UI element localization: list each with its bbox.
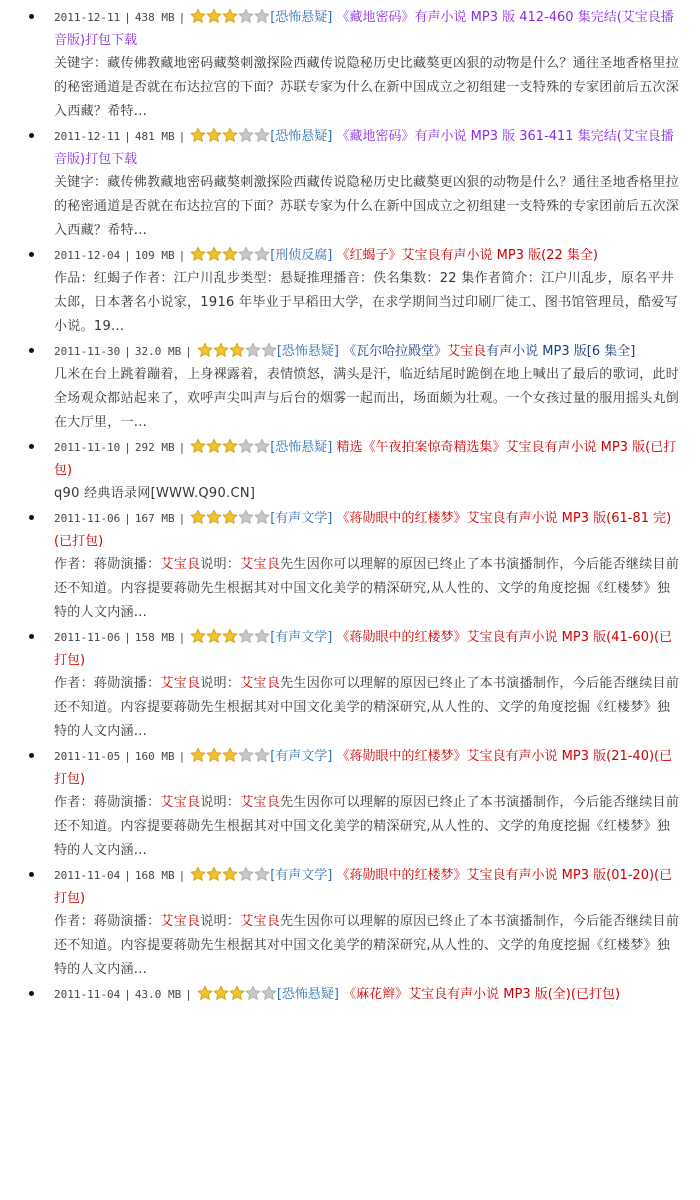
bullet-icon <box>29 14 34 19</box>
post-date: 2011-11-30 <box>54 345 121 358</box>
star-icon <box>222 8 238 24</box>
star-icon <box>254 747 270 763</box>
star-icon <box>261 342 277 358</box>
rating-stars <box>190 246 270 262</box>
item-header <box>54 436 682 482</box>
star-icon <box>238 127 254 143</box>
list-item <box>54 626 682 744</box>
separator: | <box>124 750 131 763</box>
star-icon <box>190 866 206 882</box>
item-header <box>54 626 682 672</box>
rating-stars <box>190 509 270 525</box>
item-header <box>54 507 682 553</box>
star-icon <box>238 628 254 644</box>
category-link[interactable]: [恐怖悬疑] <box>276 987 339 1002</box>
separator: | <box>124 130 131 143</box>
star-icon <box>238 509 254 525</box>
title-segment: 《蒋勋眼中的红楼梦》艾宝良有声小说 MP3 版(41-60)(已打包) <box>54 630 673 668</box>
bullet-icon <box>29 872 34 877</box>
file-size: 43.0 MB <box>134 988 182 1001</box>
star-icon <box>213 342 229 358</box>
star-icon <box>222 509 238 525</box>
item-description <box>54 267 682 339</box>
highlight-keyword: 艾宝良 <box>240 914 281 929</box>
rating-stars <box>190 628 270 644</box>
category-link[interactable]: [有声文学] <box>270 749 333 764</box>
star-icon <box>206 628 222 644</box>
rating-stars <box>197 985 277 1001</box>
separator: | <box>178 512 186 525</box>
category-link[interactable]: [恐怖悬疑] <box>276 344 339 359</box>
description-text: 作者：蒋勋演播： <box>54 914 161 929</box>
description-text: 作者：蒋勋演播： <box>54 795 161 810</box>
highlight-keyword: 艾宝良 <box>240 557 281 572</box>
description-text: 说明： <box>200 557 241 572</box>
star-icon <box>206 8 222 24</box>
highlight-keyword: 艾宝良 <box>240 795 281 810</box>
star-icon <box>254 866 270 882</box>
separator: | <box>178 130 186 143</box>
item-header <box>54 864 682 910</box>
highlight-keyword: 艾宝良 <box>160 557 201 572</box>
description-text: 先生因你可以理解的原因已终止了本书演播制作，今后能否继续目前还不知道。内容提要蒋勋先生根据其对中国文化美学的精深研究,从人性的、文学的角度挖掘《红楼梦》独特的人文内涵... <box>54 557 680 620</box>
separator: | <box>124 988 131 1001</box>
rating-stars <box>190 8 270 24</box>
rating-stars <box>190 747 270 763</box>
title-link[interactable] <box>343 987 620 1002</box>
item-header <box>54 745 682 791</box>
star-icon <box>197 985 213 1001</box>
star-icon <box>245 342 261 358</box>
title-segment: 精选《午夜拍案惊奇精选集》艾宝良有声小说 MP3 版(已打包) <box>54 440 677 478</box>
category-link[interactable]: [恐怖悬疑] <box>270 129 333 144</box>
post-date: 2011-11-05 <box>54 750 121 763</box>
separator: | <box>178 869 186 882</box>
description-text: 作品：红蝎子作者：江户川乱步类型：悬疑推理播音：佚名集数：22 集作者简介：江户川乱步，原名平井太郎，日本著名小说家，1916 年毕业于早稻田大学，在求学期间当过印刷厂徒工、图书馆管理员，酷爱写小说。19... <box>54 271 678 334</box>
item-description <box>54 672 682 744</box>
description-text: 说明： <box>200 676 241 691</box>
category-link[interactable]: [刑侦反腐] <box>270 248 333 263</box>
star-icon <box>206 246 222 262</box>
separator: | <box>124 869 131 882</box>
description-text: 先生因你可以理解的原因已终止了本书演播制作，今后能否继续目前还不知道。内容提要蒋勋先生根据其对中国文化美学的精深研究,从人性的、文学的角度挖掘《红楼梦》独特的人文内涵... <box>54 795 680 858</box>
list-item <box>54 436 682 506</box>
star-icon <box>190 246 206 262</box>
separator: | <box>124 249 131 262</box>
star-icon <box>261 985 277 1001</box>
post-date: 2011-11-04 <box>54 869 121 882</box>
item-description <box>54 910 682 982</box>
post-date: 2011-12-11 <box>54 130 121 143</box>
bullet-icon <box>29 515 34 520</box>
star-icon <box>213 985 229 1001</box>
separator: | <box>124 11 131 24</box>
file-size: 158 MB <box>134 631 175 644</box>
description-text: q90 经典语录网[WWW.Q90.CN] <box>54 486 256 501</box>
file-size: 481 MB <box>134 130 175 143</box>
star-icon <box>206 438 222 454</box>
star-icon <box>238 866 254 882</box>
title-segment: 《蒋勋眼中的红楼梦》艾宝良有声小说 MP3 版(01-20)(已打包) <box>54 868 673 906</box>
title-segment: 《藏地密码》有声小说 MP3 版 361-411 集完结(艾宝良播音版)打包下载 <box>54 129 674 167</box>
description-text: 先生因你可以理解的原因已终止了本书演播制作，今后能否继续目前还不知道。内容提要蒋勋先生根据其对中国文化美学的精深研究,从人性的、文学的角度挖掘《红楼梦》独特的人文内涵... <box>54 676 680 739</box>
star-icon <box>229 985 245 1001</box>
star-icon <box>190 509 206 525</box>
star-icon <box>238 438 254 454</box>
bullet-icon <box>29 348 34 353</box>
star-icon <box>222 866 238 882</box>
file-size: 32.0 MB <box>134 345 182 358</box>
category-link[interactable]: [恐怖悬疑] <box>270 440 333 455</box>
list-item <box>54 864 682 982</box>
post-date: 2011-12-11 <box>54 11 121 24</box>
bullet-icon <box>29 753 34 758</box>
rating-stars <box>190 438 270 454</box>
star-icon <box>206 509 222 525</box>
title-link[interactable] <box>343 344 635 359</box>
file-size: 292 MB <box>134 441 175 454</box>
star-icon <box>190 438 206 454</box>
separator: | <box>124 512 131 525</box>
item-header <box>54 125 682 171</box>
bullet-icon <box>29 634 34 639</box>
item-description <box>54 52 682 124</box>
title-segment: 《蒋勋眼中的红楼梦》艾宝良有声小说 MP3 版(21-40)(已打包) <box>54 749 673 787</box>
bullet-icon <box>29 444 34 449</box>
file-size: 168 MB <box>134 869 175 882</box>
post-date: 2011-11-04 <box>54 988 121 1001</box>
star-icon <box>206 127 222 143</box>
description-text: 关键字：藏传佛教藏地密码藏獒刺激探险西藏传说隐秘历史比藏獒更凶狠的动物是什么？通往圣地香格里拉的秘密通道是否就在布达拉宫的下面？苏联专家为什么在新中国成立之初组建一支特殊的专家团前后五次深入西藏？希特... <box>54 175 680 238</box>
file-size: 160 MB <box>134 750 175 763</box>
title-segment: 《麻花辫》艾宝良有声小说 MP3 版(全)(已打包) <box>343 987 621 1002</box>
star-icon <box>206 747 222 763</box>
file-size: 438 MB <box>134 11 175 24</box>
separator: | <box>178 631 186 644</box>
post-date: 2011-11-10 <box>54 441 121 454</box>
item-header <box>54 244 682 267</box>
highlight-keyword: 艾宝良 <box>240 676 281 691</box>
list-item <box>54 507 682 625</box>
item-description <box>54 363 682 435</box>
bullet-icon <box>29 252 34 257</box>
highlight-keyword: 艾宝良 <box>160 914 201 929</box>
description-text: 关键字：藏传佛教藏地密码藏獒刺激探险西藏传说隐秘历史比藏獒更凶狠的动物是什么？通往圣地香格里拉的秘密通道是否就在布达拉宫的下面？苏联专家为什么在新中国成立之初组建一支特殊的专家团前后五次深入西藏？希特... <box>54 56 680 119</box>
star-icon <box>238 8 254 24</box>
star-icon <box>197 342 213 358</box>
separator: | <box>178 441 186 454</box>
category-link[interactable]: [有声文学] <box>270 511 333 526</box>
star-icon <box>222 438 238 454</box>
description-text: 先生因你可以理解的原因已终止了本书演播制作，今后能否继续目前还不知道。内容提要蒋勋先生根据其对中国文化美学的精深研究,从人性的、文学的角度挖掘《红楼梦》独特的人文内涵... <box>54 914 680 977</box>
category-link[interactable]: [有声文学] <box>270 630 333 645</box>
star-icon <box>206 866 222 882</box>
star-icon <box>222 246 238 262</box>
item-header <box>54 340 682 363</box>
star-icon <box>222 628 238 644</box>
description-text: 几米在台上跳着蹦着，上身裸露着，表情愤怒，满头是汗，临近结尾时跪倒在地上喊出了最后的歌词，此时全场观众都站起来了，欢呼声尖叫声与后台的烟雾一起而出，场面颇为壮观。一个女孩过量的服用摇头丸倒在大厅里，一... <box>54 367 680 430</box>
category-link[interactable]: [有声文学] <box>270 868 333 883</box>
separator: | <box>124 631 131 644</box>
star-icon <box>190 628 206 644</box>
star-icon <box>238 747 254 763</box>
list-item <box>54 125 682 243</box>
bullet-icon <box>29 133 34 138</box>
rating-stars <box>190 127 270 143</box>
title-segment: 艾宝良 <box>447 344 487 359</box>
file-size: 167 MB <box>134 512 175 525</box>
description-text: 说明： <box>200 914 241 929</box>
item-description <box>54 791 682 863</box>
item-description <box>54 171 682 243</box>
star-icon <box>229 342 245 358</box>
separator: | <box>178 11 186 24</box>
item-header <box>54 6 682 52</box>
star-icon <box>190 127 206 143</box>
list-item <box>54 983 682 1006</box>
highlight-keyword: 艾宝良 <box>160 795 201 810</box>
item-header <box>54 983 682 1006</box>
item-description <box>54 553 682 625</box>
rating-stars <box>190 866 270 882</box>
list-item <box>54 6 682 124</box>
title-segment: 《瓦尔哈拉殿堂》 <box>343 344 448 359</box>
description-text: 说明： <box>200 795 241 810</box>
star-icon <box>254 246 270 262</box>
title-segment: 《藏地密码》有声小说 MP3 版 412-460 集完结(艾宝良播音版)打包下载 <box>54 10 674 48</box>
list-item <box>54 745 682 863</box>
rating-stars <box>197 342 277 358</box>
description-text: 作者：蒋勋演播： <box>54 676 161 691</box>
list-item <box>54 340 682 435</box>
post-date: 2011-11-06 <box>54 631 121 644</box>
star-icon <box>222 127 238 143</box>
star-icon <box>245 985 261 1001</box>
category-link[interactable]: [恐怖悬疑] <box>270 10 333 25</box>
bullet-icon <box>29 991 34 996</box>
separator: | <box>178 750 186 763</box>
file-size: 109 MB <box>134 249 175 262</box>
star-icon <box>254 8 270 24</box>
separator: | <box>185 345 192 358</box>
star-icon <box>190 747 206 763</box>
title-segment: 《蒋勋眼中的红楼梦》艾宝良有声小说 MP3 版(61-81 完)(已打包) <box>54 511 672 549</box>
separator: | <box>178 249 186 262</box>
post-date: 2011-12-04 <box>54 249 121 262</box>
highlight-keyword: 艾宝良 <box>160 676 201 691</box>
title-segment: 有声小说 MP3 版[6 集全] <box>486 344 636 359</box>
title-segment: 《红蝎子》艾宝良有声小说 MP3 版(22 集全) <box>336 248 598 263</box>
post-date: 2011-11-06 <box>54 512 121 525</box>
item-description <box>54 482 682 506</box>
star-icon <box>190 8 206 24</box>
star-icon <box>254 628 270 644</box>
separator: | <box>124 441 131 454</box>
list-item <box>54 244 682 339</box>
star-icon <box>238 246 254 262</box>
star-icon <box>254 438 270 454</box>
title-link[interactable] <box>337 248 598 263</box>
separator: | <box>124 345 131 358</box>
star-icon <box>254 127 270 143</box>
star-icon <box>222 747 238 763</box>
separator: | <box>185 988 192 1001</box>
star-icon <box>254 509 270 525</box>
description-text: 作者：蒋勋演播： <box>54 557 161 572</box>
